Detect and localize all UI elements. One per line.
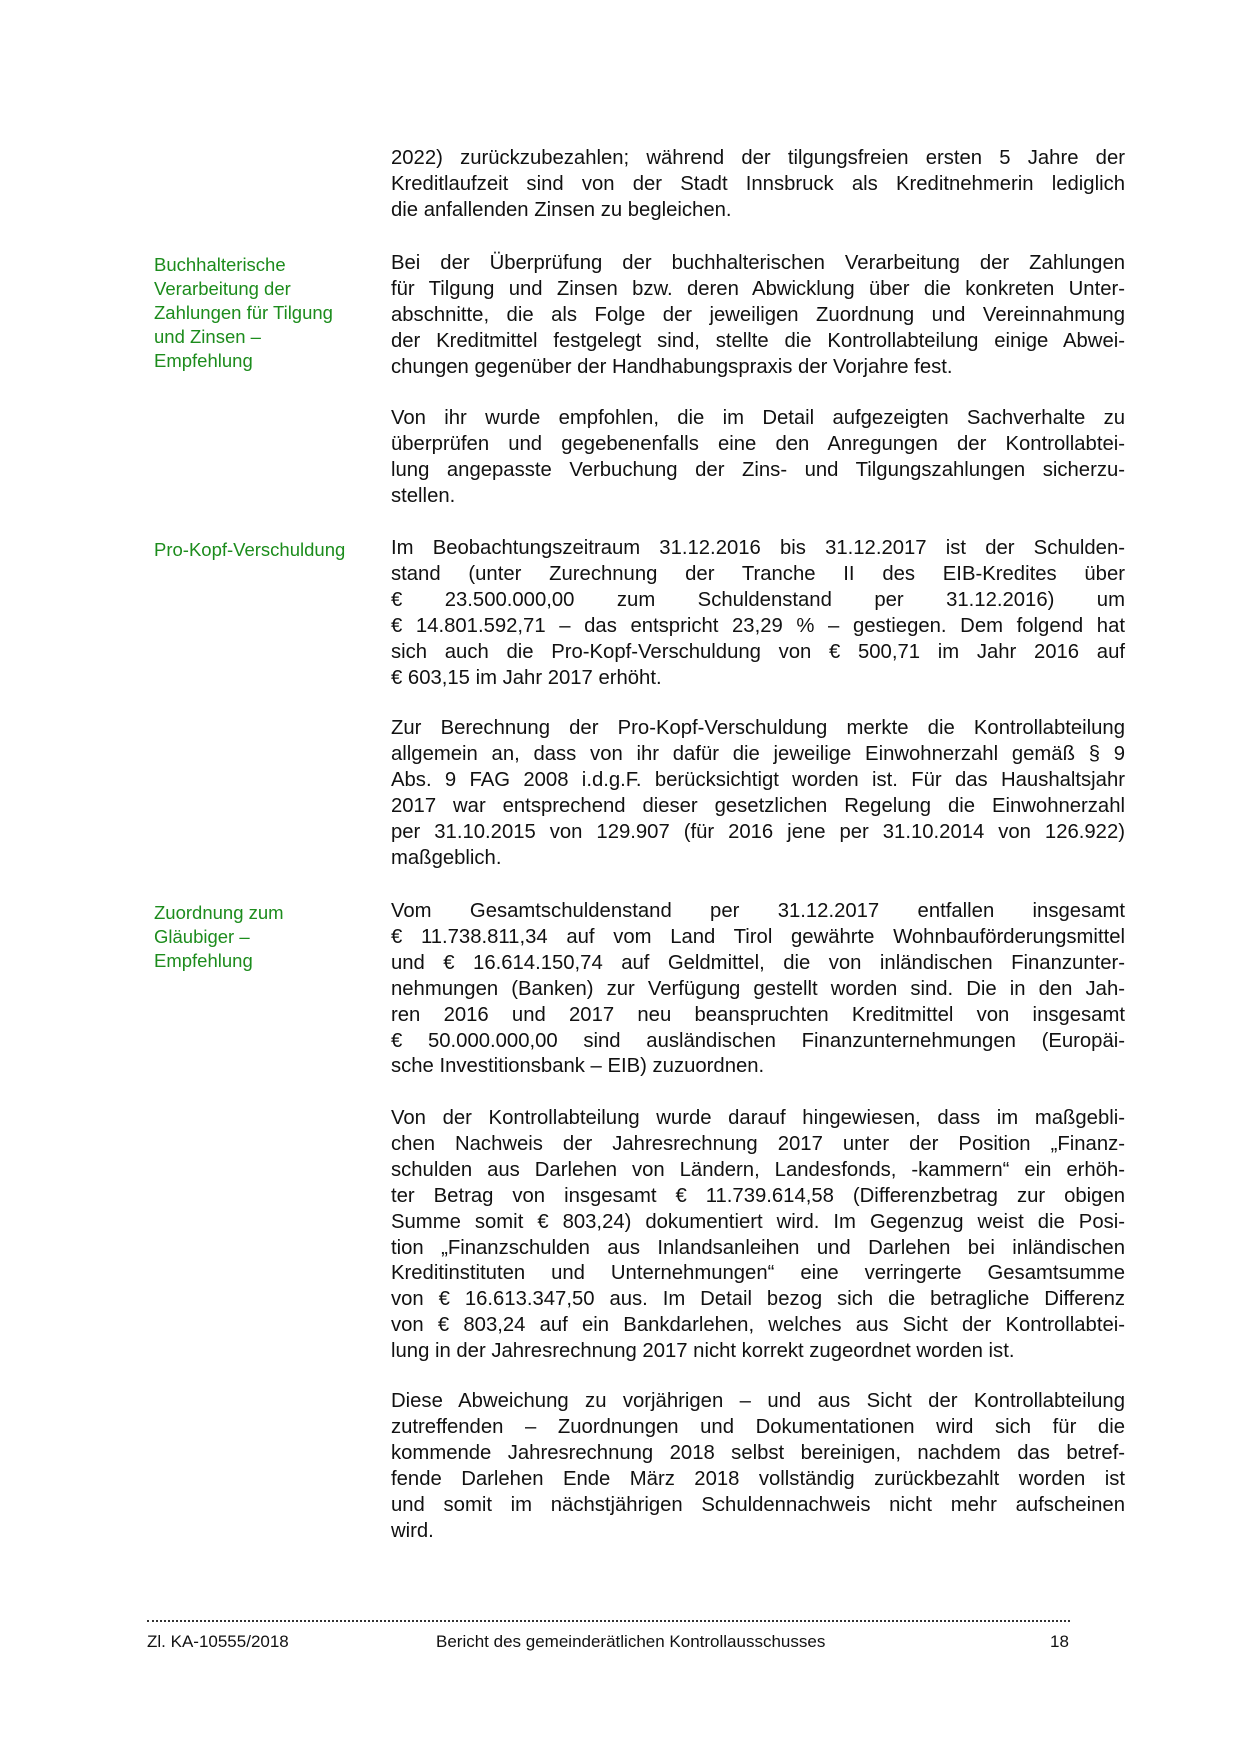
- paragraph-line: und € 16.614.150,74 auf Geldmittel, die von inländischen Finanzunter-: [391, 951, 1125, 974]
- paragraph-line: Diese Abweichung zu vorjährigen – und aus Sicht der Kontrollabteilung: [391, 1390, 1125, 1412]
- paragraph-line: die anfallenden Zinsen zu begleichen.: [391, 198, 732, 221]
- paragraph-line: 2017 war entsprechend dieser gesetzlichen Regelung die Einwohnerzahl: [391, 794, 1125, 817]
- paragraph-line: chen Nachweis der Jahresrechnung 2017 unter der Position „Finanz-: [391, 1132, 1125, 1155]
- paragraph-line: kommende Jahresrechnung 2018 selbst bereinigen, nachdem das betref-: [391, 1441, 1125, 1464]
- margin-heading: [154, 901, 374, 973]
- paragraph-line: Kreditlaufzeit sind von der Stadt Innsbruck als Kreditnehmerin lediglich: [391, 172, 1125, 195]
- margin-heading-line: Buchhalterische: [154, 254, 286, 275]
- margin-heading-line: Zahlungen für Tilgung: [154, 302, 333, 323]
- paragraph-line: überprüfen und gegebenenfalls eine den Anregungen der Kontrollabtei-: [391, 432, 1125, 455]
- paragraph-line: Vom Gesamtschuldenstand per 31.12.2017 entfallen insgesamt: [391, 900, 1125, 922]
- body-paragraph: [391, 716, 1125, 871]
- paragraph-line: lung in der Jahresrechnung 2017 nicht korrekt zugeordnet worden ist.: [391, 1340, 1015, 1363]
- paragraph-line: Im Beobachtungszeitraum 31.12.2016 bis 31.12.2017 ist der Schulden-: [391, 537, 1125, 559]
- paragraph-line: stellen.: [391, 484, 456, 507]
- paragraph-line: € 23.500.000,00 zum Schuldenstand per 31.12.2016) um: [391, 588, 1125, 611]
- margin-heading-line: Pro-Kopf-Verschuldung: [154, 539, 346, 560]
- paragraph-line: Bei der Überprüfung der buchhalterischen Verarbeitung der Zahlungen: [391, 252, 1125, 274]
- paragraph-line: € 603,15 im Jahr 2017 erhöht.: [391, 666, 662, 689]
- paragraph-line: wird.: [391, 1519, 434, 1542]
- paragraph-line: von € 16.613.347,50 aus. Im Detail bezog sich die betragliche Differenz: [391, 1288, 1125, 1311]
- margin-heading-line: und Zinsen –: [154, 326, 261, 347]
- body-paragraph: [391, 536, 1125, 691]
- paragraph-line: ren 2016 und 2017 neu beanspruchten Kreditmittel von insgesamt: [391, 1003, 1125, 1026]
- margin-heading-line: Verarbeitung der: [154, 278, 291, 299]
- paragraph-line: ter Betrag von insgesamt € 11.739.614,58 (Differenzbetrag zur obigen: [391, 1184, 1125, 1207]
- paragraph-line: Kreditinstituten und Unternehmungen“ eine verringerte Gesamtsumme: [391, 1262, 1125, 1285]
- paragraph-line: per 31.10.2015 von 129.907 (für 2016 jene per 31.10.2014 von 126.922): [391, 820, 1125, 843]
- paragraph-line: Zur Berechnung der Pro-Kopf-Verschuldung merkte die Kontrollabteilung: [391, 717, 1125, 739]
- body-paragraph: [391, 406, 1125, 510]
- page-number: 18: [1050, 1632, 1069, 1651]
- margin-heading-line: Zuordnung zum: [154, 902, 284, 923]
- body-paragraph: [391, 1106, 1125, 1365]
- paragraph-line: allgemein an, dass von ihr dafür die jeweilige Einwohnerzahl gemäß § 9: [391, 742, 1125, 765]
- paragraph-line: schulden aus Darlehen von Ländern, Landesfonds, -kammern“ ein erhöh-: [391, 1158, 1125, 1181]
- margin-heading: [154, 253, 374, 373]
- paragraph-line: sich auch die Pro-Kopf-Verschuldung von € 500,71 im Jahr 2016 auf: [391, 640, 1125, 663]
- margin-heading: [154, 538, 374, 562]
- paragraph-line: € 11.738.811,34 auf vom Land Tirol gewährte Wohnbauförderungsmittel: [391, 925, 1125, 948]
- paragraph-line: € 14.801.592,71 – das entspricht 23,29 % – gestiegen. Dem folgend hat: [391, 614, 1125, 637]
- paragraph-line: Von der Kontrollabteilung wurde darauf hingewiesen, dass im maßgebli-: [391, 1107, 1125, 1129]
- paragraph-line: chungen gegenüber der Handhabungspraxis der Vorjahre fest.: [391, 355, 953, 378]
- paragraph-line: der Kreditmittel festgelegt sind, stellte die Kontrollabteilung einige Abwei-: [391, 329, 1125, 352]
- paragraph-line: stand (unter Zurechnung der Tranche II des EIB-Kredites über: [391, 562, 1125, 585]
- paragraph-line: maßgeblich.: [391, 846, 502, 869]
- paragraph-line: für Tilgung und Zinsen bzw. deren Abwicklung über die konkreten Unter-: [391, 277, 1125, 300]
- paragraph-line: 2022) zurückzubezahlen; während der tilgungsfreien ersten 5 Jahre der: [391, 147, 1125, 169]
- body-paragraph: [391, 1389, 1125, 1544]
- footer-reference: Zl. KA-10555/2018: [147, 1632, 289, 1651]
- body-paragraph: [391, 146, 1125, 224]
- paragraph-line: fende Darlehen Ende März 2018 vollständig zurückbezahlt worden ist: [391, 1467, 1125, 1490]
- margin-heading-line: Empfehlung: [154, 350, 253, 371]
- paragraph-line: tion „Finanzschulden aus Inlandsanleihen und Darlehen bei inländischen: [391, 1236, 1125, 1259]
- paragraph-line: nehmungen (Banken) zur Verfügung gestellt worden sind. Die in den Jah-: [391, 977, 1125, 1000]
- paragraph-line: und somit im nächstjährigen Schuldennachweis nicht mehr aufscheinen: [391, 1493, 1125, 1516]
- margin-heading-line: Gläubiger –: [154, 926, 250, 947]
- margin-heading-line: Empfehlung: [154, 950, 253, 971]
- paragraph-line: Von ihr wurde empfohlen, die im Detail aufgezeigten Sachverhalte zu: [391, 407, 1125, 429]
- paragraph-line: € 50.000.000,00 sind ausländischen Finanzunternehmungen (Europäi-: [391, 1029, 1125, 1052]
- paragraph-line: sche Investitionsbank – EIB) zuzuordnen.: [391, 1055, 765, 1078]
- body-paragraph: [391, 899, 1125, 1080]
- paragraph-line: von € 803,24 auf ein Bankdarlehen, welches aus Sicht der Kontrollabtei-: [391, 1314, 1125, 1337]
- footer-divider: [147, 1620, 1070, 1622]
- paragraph-line: abschnitte, die als Folge der jeweiligen Zuordnung und Vereinnahmung: [391, 303, 1125, 326]
- paragraph-line: zutreffenden – Zuordnungen und Dokumentationen wird sich für die: [391, 1415, 1125, 1438]
- footer-title: Bericht des gemeinderätlichen Kontrollausschusses: [436, 1632, 826, 1651]
- paragraph-line: Summe somit € 803,24) dokumentiert wird. Im Gegenzug weist die Posi-: [391, 1210, 1125, 1233]
- paragraph-line: Abs. 9 FAG 2008 i.d.g.F. berücksichtigt worden ist. Für das Haushaltsjahr: [391, 768, 1125, 791]
- paragraph-line: lung angepasste Verbuchung der Zins- und Tilgungszahlungen sicherzu-: [391, 458, 1125, 481]
- body-paragraph: [391, 251, 1125, 381]
